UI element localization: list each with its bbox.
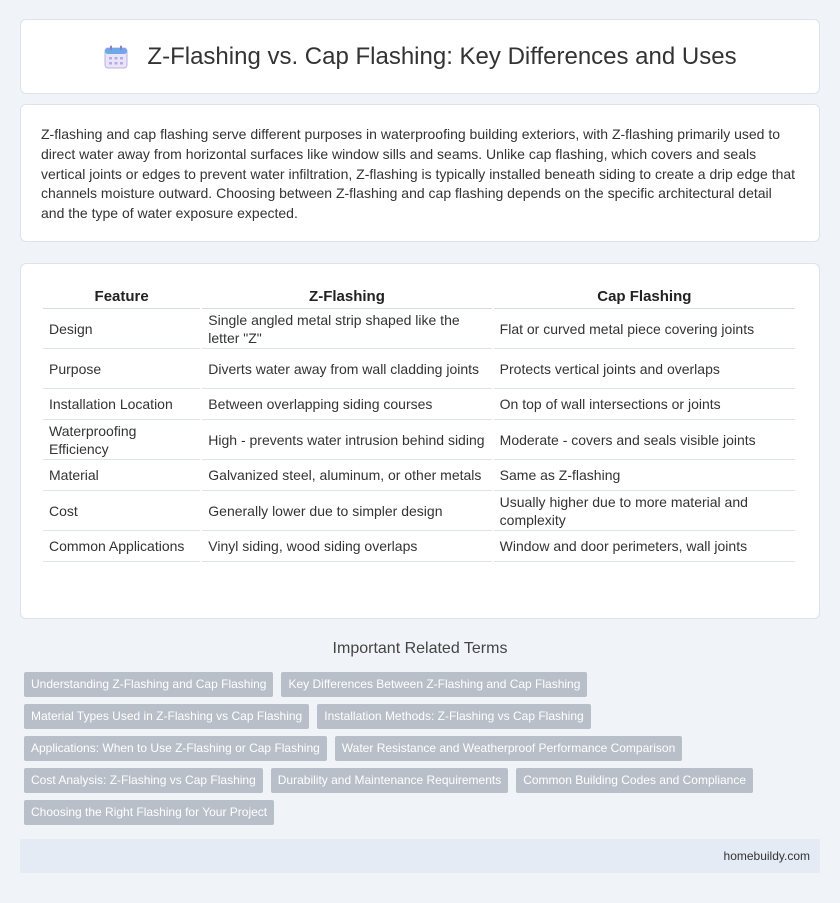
table-cell-z-flashing: Diverts water away from wall cladding joints (202, 349, 491, 389)
footer (20, 839, 820, 873)
table-cell-feature: Purpose (43, 349, 200, 389)
comparison-table-card (20, 263, 820, 619)
table-cell-z-flashing: Vinyl siding, wood siding overlaps (202, 531, 491, 562)
table-row (43, 491, 795, 531)
table-cell-z-flashing: Generally lower due to simpler design (202, 491, 491, 531)
related-term-tag[interactable]: Choosing the Right Flashing for Your Project (24, 800, 274, 825)
table-row (43, 531, 795, 562)
comparison-table (41, 284, 797, 562)
table-header-cell: Cap Flashing (494, 284, 795, 309)
table-cell-feature: Common Applications (43, 531, 200, 562)
related-term-tag[interactable]: Common Building Codes and Compliance (516, 768, 753, 793)
related-terms-tags (24, 672, 824, 832)
related-term-tag[interactable]: Key Differences Between Z-Flashing and Cap Flashing (281, 672, 587, 697)
related-term-tag[interactable]: Applications: When to Use Z-Flashing or Cap Flashing (24, 736, 327, 761)
related-term-tag[interactable]: Cost Analysis: Z-Flashing vs Cap Flashing (24, 768, 263, 793)
related-term-tag[interactable]: Understanding Z-Flashing and Cap Flashing (24, 672, 273, 697)
table-cell-feature: Cost (43, 491, 200, 531)
table-cell-cap-flashing: On top of wall intersections or joints (494, 389, 795, 420)
intro-card (20, 104, 820, 242)
title-card (20, 19, 820, 94)
page-title: Z-Flashing vs. Cap Flashing: Key Differences and Uses (147, 42, 737, 70)
table-cell-z-flashing: Single angled metal strip shaped like the letter "Z" (202, 309, 491, 349)
table-cell-cap-flashing: Usually higher due to more material and complexity (494, 491, 795, 531)
table-header-cell: Z-Flashing (202, 284, 491, 309)
table-row (43, 460, 795, 491)
table-cell-z-flashing: High - prevents water intrusion behind siding (202, 420, 491, 460)
table-cell-feature: Waterproofing Efficiency (43, 420, 200, 460)
table-cell-cap-flashing: Moderate - covers and seals visible joints (494, 420, 795, 460)
table-cell-feature: Material (43, 460, 200, 491)
related-term-tag[interactable]: Water Resistance and Weatherproof Performance Comparison (335, 736, 683, 761)
related-term-tag[interactable]: Durability and Maintenance Requirements (271, 768, 508, 793)
table-cell-cap-flashing: Same as Z-flashing (494, 460, 795, 491)
table-header-cell: Feature (43, 284, 200, 309)
table-cell-feature: Installation Location (43, 389, 200, 420)
table-cell-cap-flashing: Protects vertical joints and overlaps (494, 349, 795, 389)
related-terms-title: Important Related Terms (332, 640, 508, 657)
related-term-tag[interactable]: Material Types Used in Z-Flashing vs Cap Flashing (24, 704, 309, 729)
table-cell-feature: Design (43, 309, 200, 349)
table-row (43, 309, 795, 349)
table-cell-z-flashing: Galvanized steel, aluminum, or other metals (202, 460, 491, 491)
table-row (43, 389, 795, 420)
table-row (43, 420, 795, 460)
intro-text: Z-flashing and cap flashing serve different purposes in waterproofing building exteriors, with Z-flashing primarily used to direct water away from horizontal surfaces like window sills and seams. Unlike cap flashing, which covers and seals vertical joints or edges to prevent water infiltration, Z-flashing is typically installed beneath siding to create a drip edge that channels moisture outward. Choosing between Z-flashing and cap flashing depends on the specific architectural detail and the type of water exposure expected. (41, 126, 796, 222)
table-cell-cap-flashing: Flat or curved metal piece covering joints (494, 309, 795, 349)
footer-site[interactable]: homebuildy.com (723, 849, 810, 863)
table-row (43, 349, 795, 389)
calendar-icon (103, 44, 129, 70)
table-cell-z-flashing: Between overlapping siding courses (202, 389, 491, 420)
table-cell-cap-flashing: Window and door perimeters, wall joints (494, 531, 795, 562)
table-header-row (43, 284, 795, 309)
related-term-tag[interactable]: Installation Methods: Z-Flashing vs Cap Flashing (317, 704, 590, 729)
